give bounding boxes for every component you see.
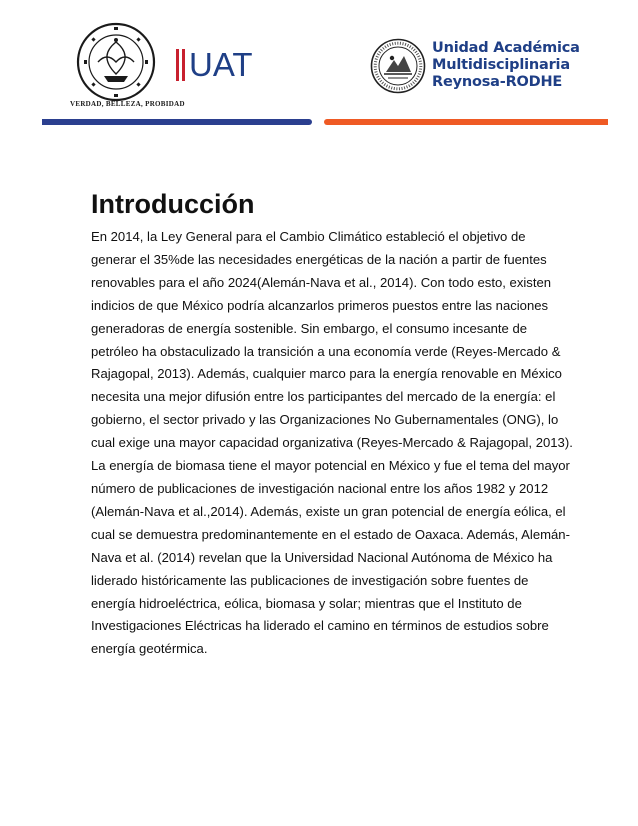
- text-line: número de publicaciones de investigación nacional entre los años 1982 y 2012: [91, 480, 549, 496]
- uat-motto: VERDAD, BELLEZA, PROBIDAD: [70, 100, 185, 108]
- text-line: Nava et al. (2014) revelan que la Universidad Nacional Autónoma de México ha: [91, 549, 553, 565]
- text-line: petróleo ha obstaculizado la transición a una economía verde (Reyes-Mercado &: [91, 343, 561, 359]
- text-line: gobierno, el sector privado y las Organizaciones No Gubernamentales (ONG), lo: [91, 412, 559, 428]
- unit-title-line: Unidad Académica: [432, 40, 580, 56]
- rodhe-seal-logo: [370, 38, 426, 94]
- text-line: Investigaciones Eléctricas ha liderado el camino en términos de estudios sobre: [91, 618, 549, 634]
- header-divider-orange: [324, 119, 608, 125]
- uat-wordmark-logo: [176, 48, 253, 82]
- text-line: renovables para el año 2024(Alemán-Nava et al., 2014). Con todo esto, existen: [91, 274, 552, 290]
- page-header: [0, 0, 638, 130]
- text-line: necesita una mejor difusión entre los participantes del mercado de la energía: el: [91, 389, 556, 405]
- text-line: La energía de biomasa tiene el mayor potencial en México y fue el tema del mayor: [91, 458, 570, 474]
- text-line: energía geotérmica.: [91, 641, 208, 657]
- text-line: liderado históricamente las publicaciones de investigación sobre fuentes de: [91, 572, 529, 588]
- unit-title-line: Reynosa-RODHE: [432, 74, 563, 90]
- uat-wordmark: UAT: [189, 46, 253, 83]
- section-heading: Introducción: [91, 189, 255, 219]
- text-line: indicios de que México podría alcanzarlos primeros puestos entre las naciones: [91, 297, 549, 313]
- text-line: generar el 35%de las necesidades energéticas de la nación a partir de fuentes: [91, 251, 547, 267]
- text-line: generadoras de energía sostenible. Sin embargo, el consumo incesante de: [91, 320, 528, 336]
- document-body: [91, 186, 573, 661]
- unit-title: [432, 40, 580, 91]
- header-divider-blue: [42, 119, 312, 125]
- intro-paragraph: [91, 226, 573, 661]
- uat-seal-logo: [76, 22, 156, 102]
- text-line: energía hidroeléctrica, eólica, biomasa y solar; mientras que el Instituto de: [91, 595, 522, 611]
- unit-title-line: Multidisciplinaria: [432, 57, 570, 73]
- uat-bars-icon: [176, 49, 185, 81]
- text-line: Rajagopal, 2013). Además, cualquier marco para la energía renovable en México: [91, 366, 562, 382]
- text-line: cual exige una mayor capacidad organizativa (Reyes-Mercado & Rajagopal, 2013).: [91, 435, 573, 451]
- text-line: cual se demuestra predominantemente en el estado de Oaxaca. Además, Alemán-: [91, 526, 570, 542]
- text-line: (Alemán-Nava et al.,2014). Además, existe un gran potencial de energía eólica, el: [91, 503, 566, 519]
- text-line: En 2014, la Ley General para el Cambio Climático estableció el objetivo de: [91, 229, 526, 244]
